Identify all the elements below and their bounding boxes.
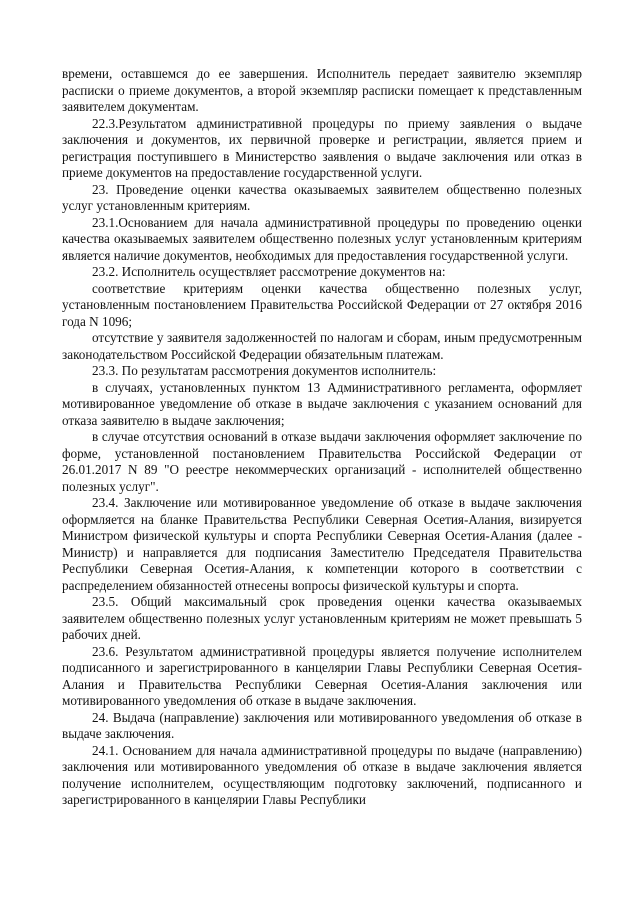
- paragraph-23-2-item-2: отсутствие у заявителя задолженностей по налогам и сборам, иным предусмотренным законодательством Российской Федерации обязательным платежам.: [62, 330, 582, 362]
- paragraph-23-3-item-2: в случае отсутствия оснований в отказе выдачи заключения оформляет заключение по форме, установленной постановлением Правительства Российской Федерации от 26.01.2017 N 89 "О реестре некоммерческих организаций - исполнителей общественно полезных услуг".: [62, 429, 582, 494]
- paragraph-23-3-item-1: в случаях, установленных пунктом 13 Административного регламента, оформляет мотивированное уведомление об отказе в выдаче заключения с указанием оснований для отказа заявителю в выдаче заключения;: [62, 379, 582, 428]
- paragraph-23-6: 23.6. Результатом административной процедуры является получение исполнителем подписанного и зарегистрированного в канцелярии Главы Республики Северная Осетия-Алания и Правительства Республики Северная Осетия-Алания заключения или мотивированного уведомления об отказе в выдаче заключения.: [62, 643, 582, 708]
- paragraph-23: 23. Проведение оценки качества оказываемых заявителем общественно полезных услуг установленным критериям.: [62, 181, 582, 213]
- document-page: [62, 66, 582, 809]
- paragraph-23-4: 23.4. Заключение или мотивированное уведомление об отказе в выдаче заключения оформляется на бланке Правительства Республики Северная Осетия-Алания, визируется Министром физической культуры и спорта Республики Северная Осетия-Алания (далее - Министр) и направляется для подписания Заместителю Председателя Правительства Республики Северная Осетия-Алания, к компетенции которого в соответствии с распределением обязанностей отнесены вопросы физической культуры и спорта.: [62, 495, 582, 593]
- paragraph-24-1: 24.1. Основанием для начала административной процедуры по выдаче (направлению) заключения или мотивированного уведомления об отказе в выдаче заключения является получение исполнителем, осуществляющим подготовку заключений, подписанного и зарегистрированного в канцелярии Главы Республики: [62, 742, 582, 807]
- paragraph-23-2: 23.2. Исполнитель осуществляет рассмотрение документов на:: [92, 264, 446, 279]
- paragraph-23-2-item-1: соответствие критериям оценки качества общественно полезных услуг, установленным постановлением Правительства Российской Федерации от 27 октября 2016 года N 1096;: [62, 280, 582, 329]
- paragraph-23-3: 23.3. По результатам рассмотрения документов исполнитель:: [92, 363, 437, 378]
- paragraph-continuation: времени, оставшемся до ее завершения. Исполнитель передает заявителю экземпляр расписки о приеме документов, а второй экземпляр расписки помещает к представленным заявителем документам.: [62, 66, 582, 114]
- paragraph-23-5: 23.5. Общий максимальный срок проведения оценки качества оказываемых заявителем общественно полезных услуг установленным критериям не может превышать 5 рабочих дней.: [62, 594, 582, 642]
- paragraph-22-3: 22.3.Результатом административной процедуры по приему заявления о выдаче заключения и документов, их первичной проверке и регистрации, является прием и регистрация поступившего в Министерство заявления о выдаче заключения или отказ в приеме документов на предоставление государственной услуги.: [62, 115, 582, 180]
- paragraph-23-1: 23.1.Основанием для начала административной процедуры по проведению оценки качества оказываемых заявителем общественно полезных услуг установленным критериям является наличие документов, необходимых для предоставления государственной услуги.: [62, 214, 582, 263]
- paragraph-24: 24. Выдача (направление) заключения или мотивированного уведомления об отказе в выдаче заключения.: [62, 709, 582, 741]
